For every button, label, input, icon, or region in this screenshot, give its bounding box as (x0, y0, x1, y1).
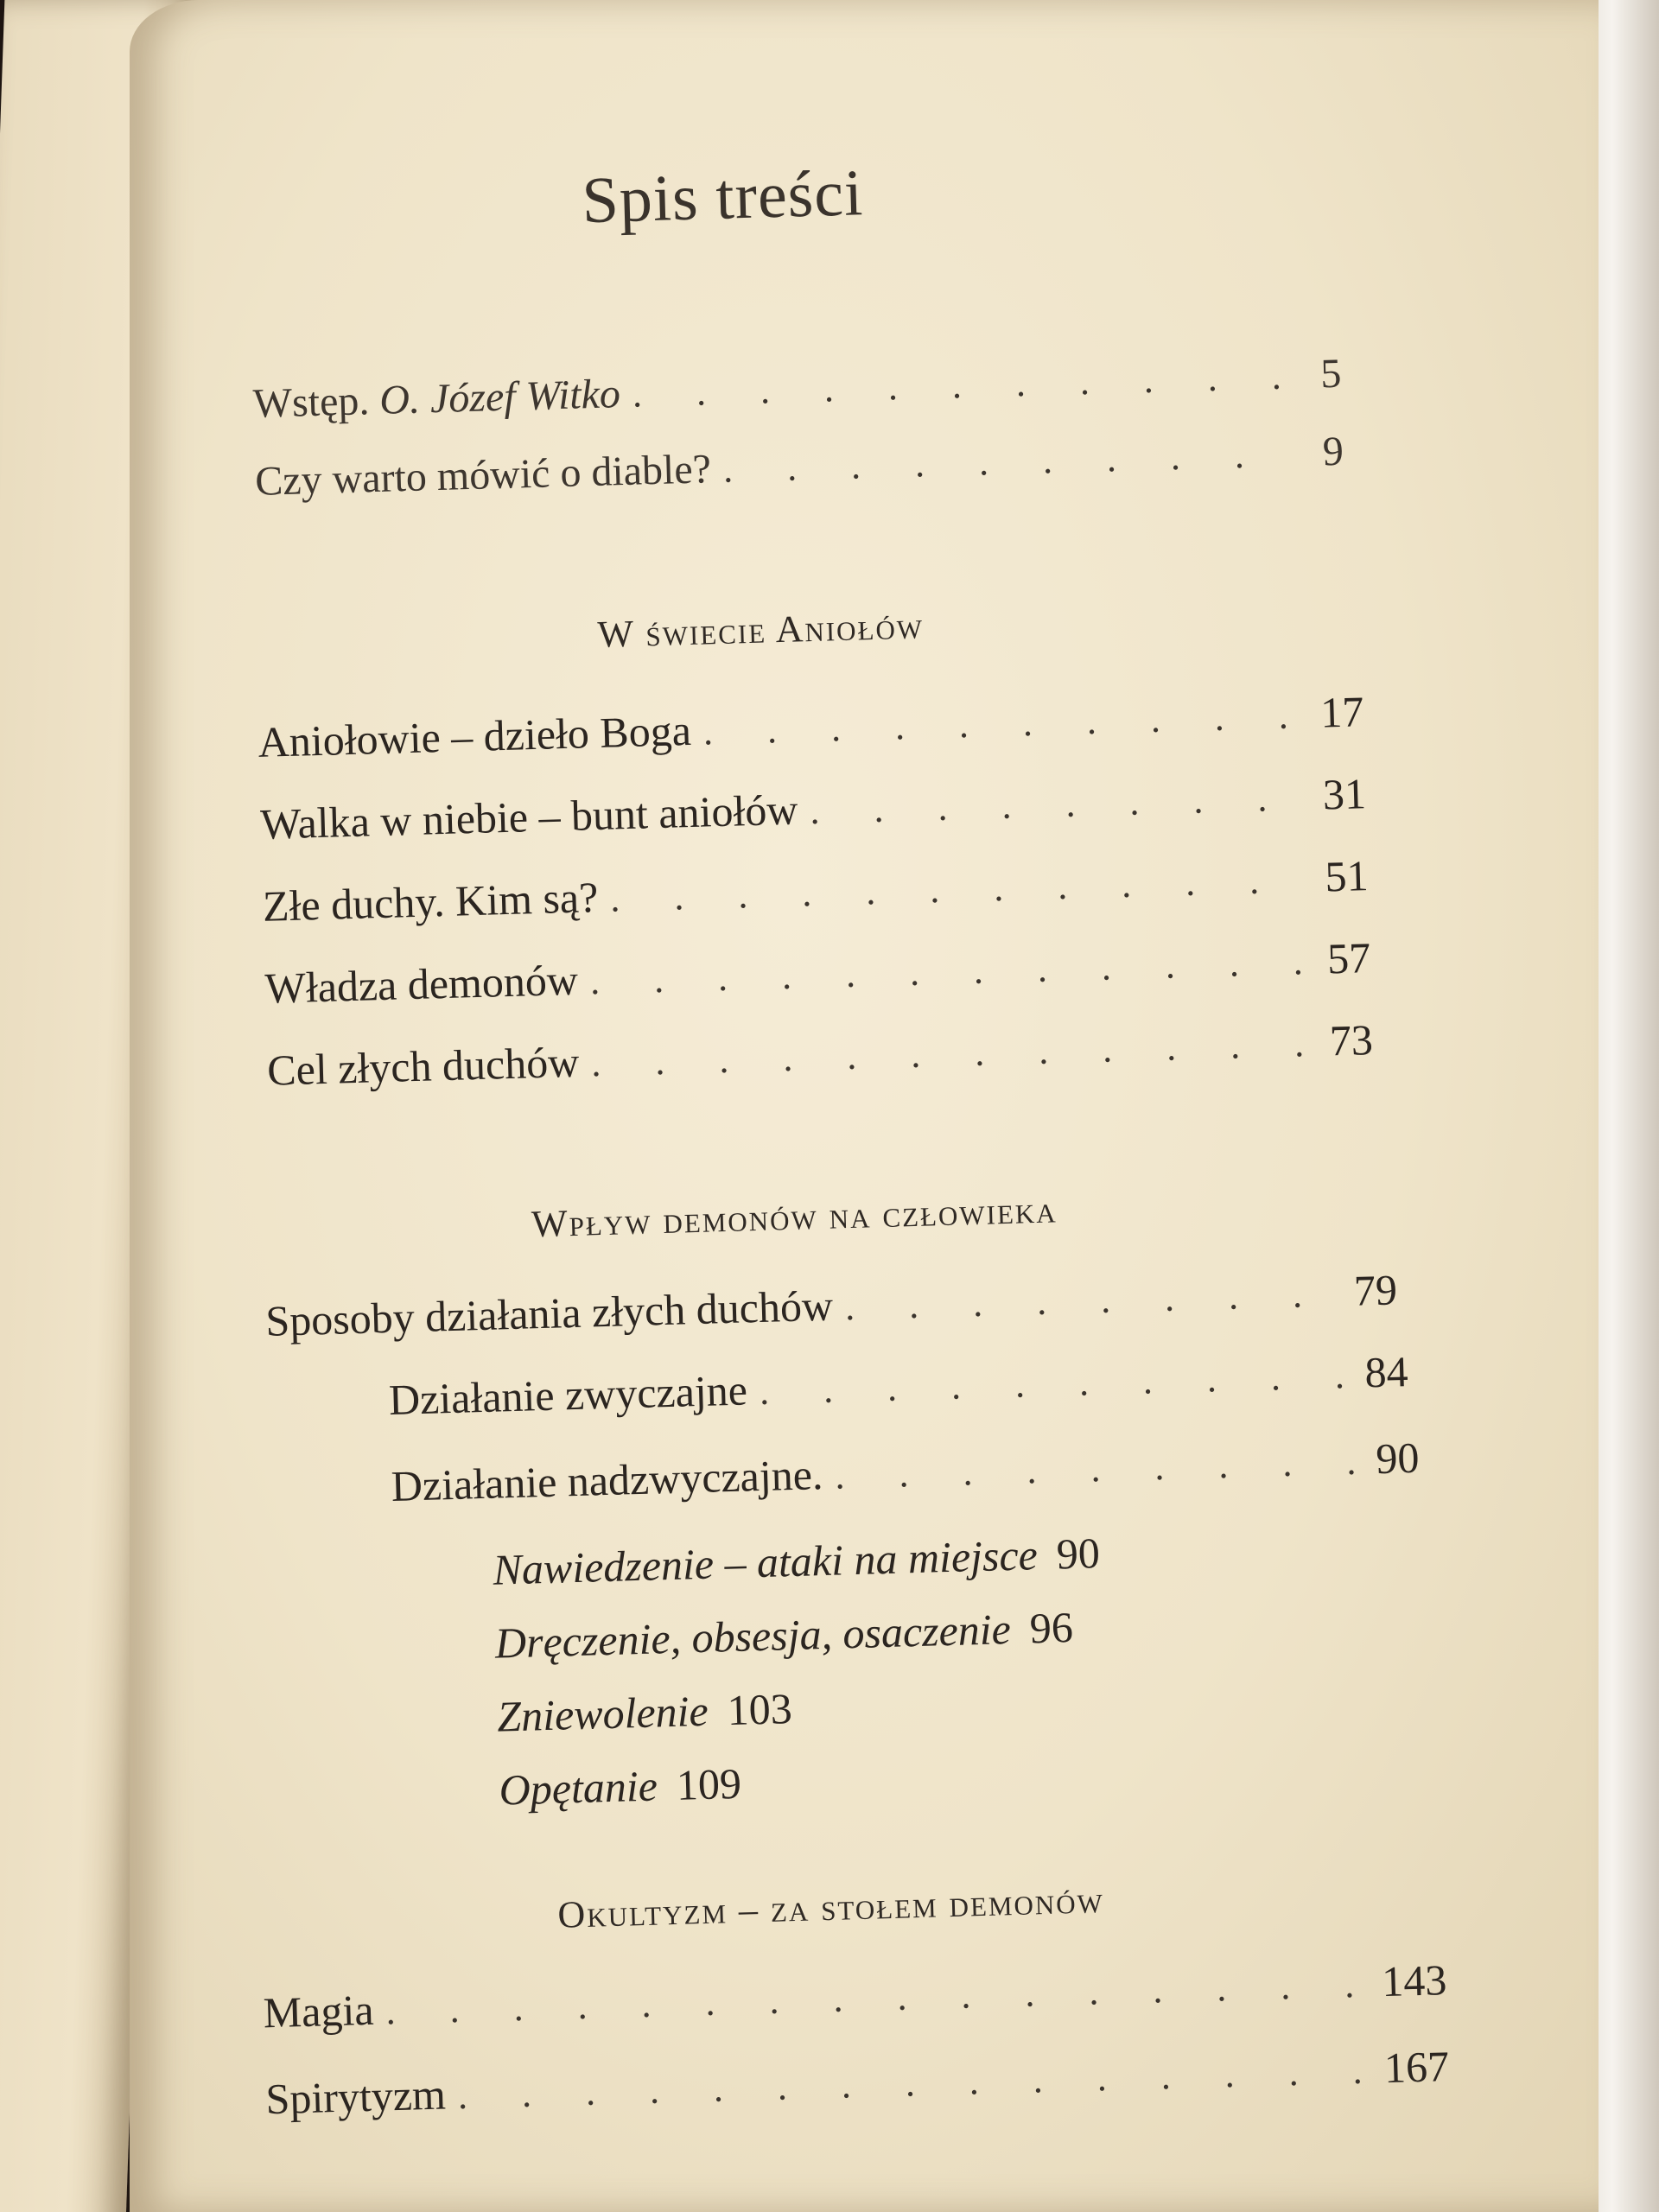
dot-leader (722, 431, 1297, 492)
entry-page-number: 31 (1322, 769, 1367, 819)
entry-page-number: 73 (1329, 1015, 1374, 1065)
toc-content (130, 0, 1659, 2212)
toc-subentry (493, 1528, 1101, 1595)
subentry-page-number: 103 (726, 1684, 793, 1735)
subentry-label: Dręczenie, obsesja, osaczenie (494, 1605, 1012, 1668)
entry-label: Czy warto mówić o diable? (254, 446, 712, 505)
toc-entry (391, 1433, 1420, 1522)
dot-leader (632, 353, 1295, 416)
dot-leader (385, 1962, 1370, 2034)
entry-label: Sposoby działania złych duchów (264, 1281, 834, 1345)
toc-entry (265, 2041, 1450, 2134)
toc-entry (267, 1014, 1374, 1106)
section-heading-occultism: Okultyzm – za stołem demonów (556, 1878, 1105, 1936)
subentry-page-number: 109 (676, 1758, 742, 1809)
toc-entry (260, 768, 1367, 860)
toc-subentry (499, 1758, 742, 1815)
subentry-label: Nawiedzenie – ataki na miejsce (492, 1530, 1039, 1594)
subentry-label: Zniewolenie (496, 1686, 709, 1741)
toc-subentry (494, 1602, 1073, 1669)
entry-label: Wstęp. O. Józef Witko (252, 371, 621, 427)
entry-page-number: 84 (1363, 1347, 1409, 1397)
entry-page-number: 17 (1319, 687, 1364, 737)
entry-label: Aniołowie – dzieło Boga (257, 705, 692, 766)
entry-label: Cel złych duchów (266, 1037, 580, 1095)
dot-leader (610, 857, 1314, 921)
book-page (130, 0, 1599, 2212)
toc-entry (263, 1955, 1447, 2048)
entry-page-number: 143 (1381, 1955, 1448, 2006)
entry-page-number: 57 (1326, 933, 1371, 983)
entry-label: Złe duchy. Kim są? (262, 873, 599, 931)
entry-label: Magia (262, 1985, 375, 2037)
dot-leader (591, 1021, 1319, 1085)
section-heading-angels: W świecie Aniołów (596, 604, 925, 656)
entry-label: Walka w niebie – bunt aniołów (259, 785, 799, 849)
toc-entry (265, 1264, 1398, 1357)
toc-entry-prologue (255, 428, 1344, 518)
dot-leader (835, 1440, 1364, 1498)
subentry-label: Opętanie (498, 1761, 658, 1815)
section-heading-demons-influence: Wpływ demonów na człowieka (531, 1188, 1058, 1246)
toc-entry (257, 686, 1364, 778)
dot-leader (702, 693, 1309, 754)
dot-leader (457, 2049, 1373, 2119)
entry-page-number: 90 (1375, 1433, 1421, 1484)
entry-page-number: 167 (1383, 2042, 1450, 2093)
toc-entry (388, 1346, 1408, 1435)
entry-page-number: 79 (1353, 1265, 1398, 1315)
entry-label: Działanie nadzwyczajne. (391, 1450, 824, 1510)
toc-subentry (496, 1683, 792, 1742)
dot-leader (589, 939, 1316, 1003)
dot-leader (810, 775, 1312, 833)
toc-entry (262, 850, 1369, 942)
entry-label: Władza demonów (264, 955, 579, 1013)
page-title: Spis treści (581, 156, 865, 238)
toc-entry (264, 932, 1371, 1024)
subentry-page-number: 96 (1028, 1602, 1074, 1653)
entry-label: Spirytyzm (264, 2069, 447, 2124)
dot-leader (759, 1353, 1353, 1414)
entry-page-number: 5 (1319, 350, 1343, 397)
toc-entry-introduction (252, 350, 1342, 441)
entry-label: Działanie zwyczajne (388, 1365, 748, 1424)
entry-page-number: 9 (1322, 428, 1344, 475)
dot-leader (844, 1271, 1342, 1329)
entry-page-number: 51 (1324, 851, 1370, 901)
subentry-page-number: 90 (1055, 1529, 1101, 1579)
